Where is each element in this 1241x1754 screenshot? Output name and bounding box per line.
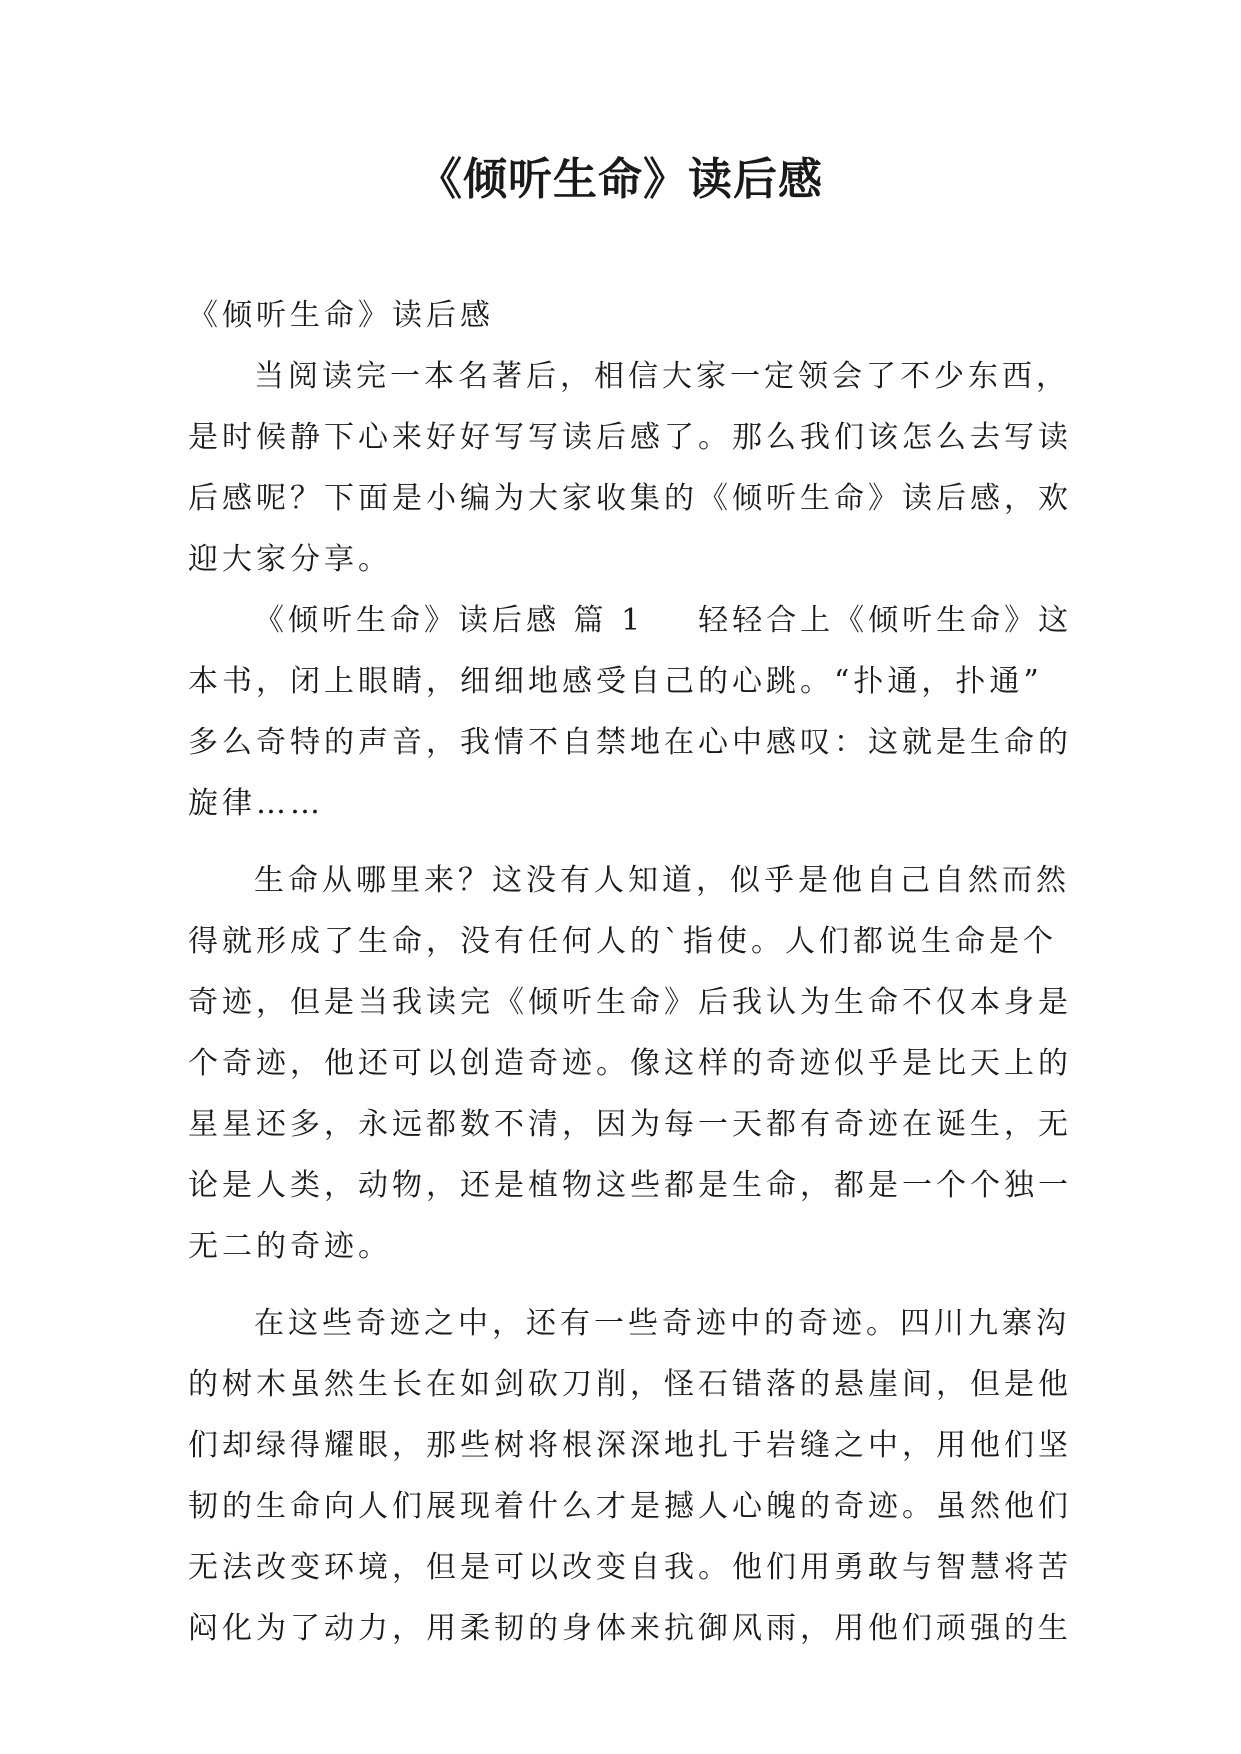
paragraph-line: 星星还多，永远都数不清，因为每一天都有奇迹在诞生，无 <box>188 1107 1072 1142</box>
section-line: 本书，闭上眼睛，细细地感受自己的心跳。“扑通，扑通” <box>188 664 1043 699</box>
paragraph-line: 在这些奇迹之中，还有一些奇迹中的奇迹。四川九寨沟 <box>254 1306 1070 1341</box>
paragraph-line: 奇迹，但是当我读完《倾听生命》后我认为生命不仅本身是 <box>188 985 1072 1020</box>
paragraph-line: 们却绿得耀眼，那些树将根深深地扎于岩缝之中，用他们坚 <box>188 1428 1072 1463</box>
paragraph-line: 的树木虽然生长在如剑砍刀削，怪石错落的悬崖间，但是他 <box>188 1367 1072 1402</box>
paragraph-line: 生命从哪里来？这没有人知道，似乎是他自己自然而然 <box>254 863 1070 898</box>
intro-line: 后感呢？下面是小编为大家收集的《倾听生命》读后感，欢 <box>188 481 1072 516</box>
document-body <box>188 285 1073 1659</box>
intro-paragraph <box>188 346 1072 590</box>
section-first-line-rest: 轻轻合上《倾听生命》这 <box>698 603 1073 638</box>
paragraph-line: 闷化为了动力，用柔韧的身体来抗御风雨，用他们顽强的生 <box>188 1611 1072 1646</box>
section-first-line <box>188 590 1073 651</box>
subtitle: 《倾听生命》读后感 <box>188 298 494 333</box>
paragraph-3 <box>188 1293 1072 1659</box>
paragraph-line: 韧的生命向人们展现着什么才是撼人心魄的奇迹。虽然他们 <box>188 1489 1072 1524</box>
section-line: 旋律…… <box>188 786 324 821</box>
paragraph-line: 无法改变环境，但是可以改变自我。他们用勇敢与智慧将苦 <box>188 1550 1072 1585</box>
section-heading: 《倾听生命》读后感 篇 1 <box>254 603 645 638</box>
page-title: 《倾听生命》读后感 <box>418 154 823 205</box>
paragraph-line: 个奇迹，他还可以创造奇迹。像这样的奇迹似乎是比天上的 <box>188 1046 1072 1081</box>
paragraph-2 <box>188 850 1072 1277</box>
paragraph-line: 无二的奇迹。 <box>188 1229 392 1264</box>
intro-line: 迎大家分享。 <box>188 542 392 577</box>
section-line: 多么奇特的声音，我情不自禁地在心中感叹：这就是生命的 <box>188 725 1072 760</box>
intro-line: 是时候静下心来好好写写读后感了。那么我们该怎么去写读 <box>188 420 1072 455</box>
section-paragraph <box>188 590 1073 834</box>
paragraph-line: 得就形成了生命，没有任何人的`指使。人们都说生命是个 <box>188 924 1057 959</box>
paragraph-line: 论是人类，动物，还是植物这些都是生命，都是一个个独一 <box>188 1168 1072 1203</box>
intro-line: 当阅读完一本名著后，相信大家一定领会了不少东西， <box>254 359 1070 394</box>
